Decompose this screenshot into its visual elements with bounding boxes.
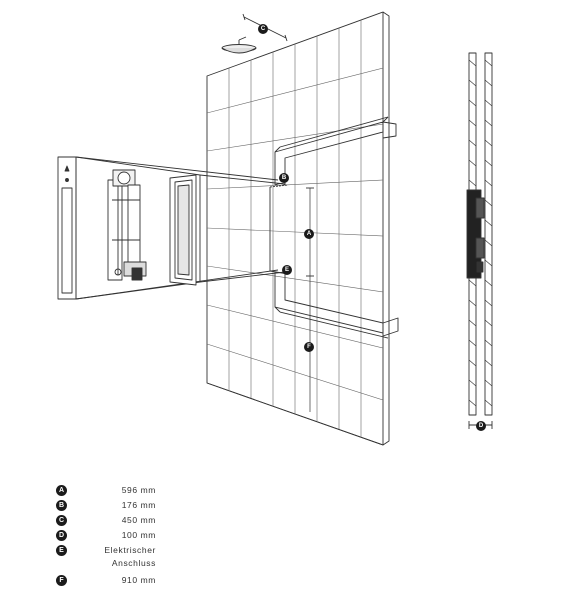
svg-text:C: C: [260, 26, 266, 32]
legend-row-f: [56, 574, 156, 589]
legend-value: Elektrischer Anschluss: [104, 545, 156, 568]
svg-text:E: E: [284, 267, 290, 273]
legend-row-a: [56, 484, 156, 499]
svg-text:D: D: [478, 423, 484, 429]
legend-value: 176 mm: [121, 500, 156, 510]
rain-shower-head-icon: [222, 37, 256, 53]
marker-b: [279, 173, 289, 183]
marker-a: [304, 229, 314, 239]
mounting-frame-icon: [170, 175, 196, 285]
legend-marker: D: [56, 530, 67, 541]
dimension-legend: [56, 484, 156, 589]
legend-marker: C: [56, 515, 67, 526]
marker-d: [476, 421, 486, 431]
legend-value: 100 mm: [121, 530, 156, 540]
legend-value: 450 mm: [121, 515, 156, 525]
legend-row-b: [56, 499, 156, 514]
legend-marker: B: [56, 500, 67, 511]
legend-row-e: [56, 544, 156, 574]
legend-row-c: [56, 514, 156, 529]
legend-marker: A: [56, 485, 67, 496]
svg-text:A: A: [306, 231, 312, 237]
marker-c: [258, 24, 268, 34]
legend-marker: F: [56, 575, 67, 586]
control-unit-icon: [108, 170, 146, 280]
marker-e: [282, 265, 292, 275]
legend-marker: E: [56, 545, 67, 556]
legend-value: 910 mm: [121, 575, 156, 585]
svg-text:B: B: [281, 175, 287, 181]
marker-f: [304, 342, 314, 352]
tiled-wall: [207, 12, 389, 445]
legend-value: 596 mm: [121, 485, 156, 495]
side-section-view: [467, 53, 492, 429]
svg-text:F: F: [307, 344, 311, 350]
legend-row-d: [56, 529, 156, 544]
